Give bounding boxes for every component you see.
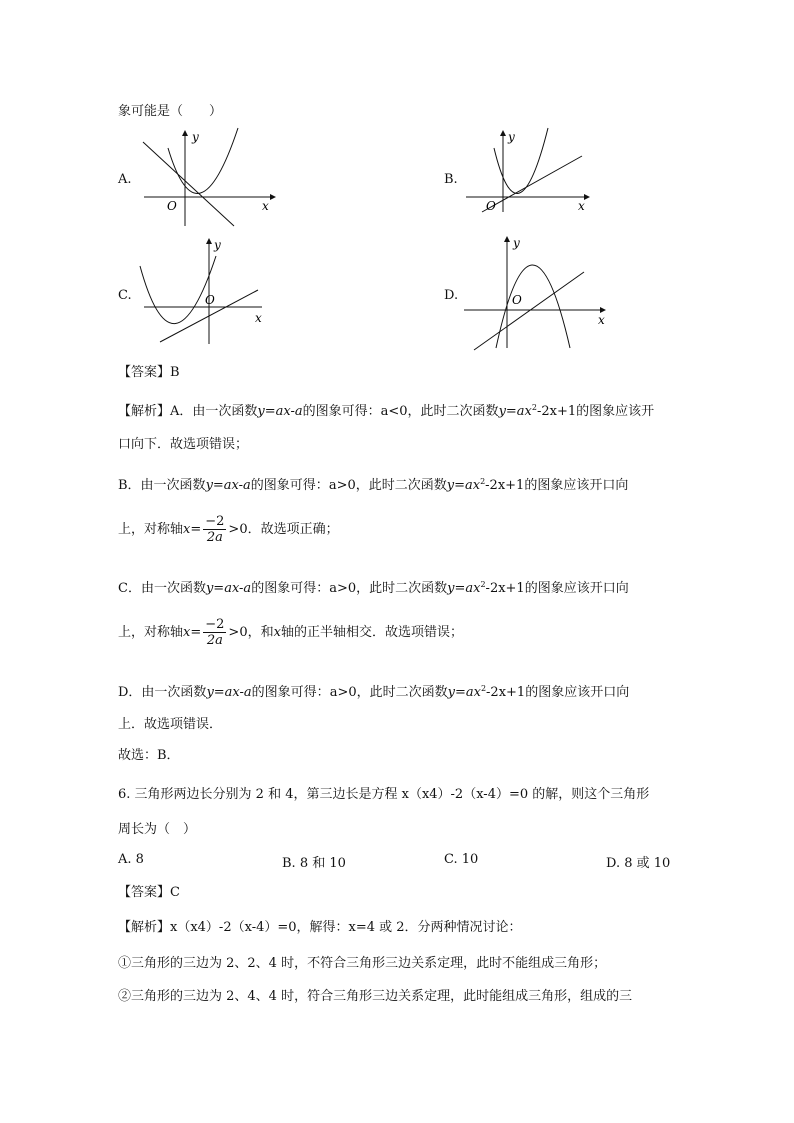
- fraction: $\frac{-2}{2a}$: [205, 514, 225, 545]
- q6-answer: 【答案】C: [118, 885, 180, 900]
- x-axis-arrow: [584, 194, 590, 200]
- option-a-graph: [138, 128, 278, 228]
- parabola-graph: [168, 128, 238, 193]
- q5-answer: 【答案】B: [118, 365, 180, 380]
- q6-stem-line1: 6. 三角形两边长分别为 2 和 4，第三边长是方程 x（x4）-2（x-4）=0 的解，则这个三角形: [118, 787, 650, 802]
- y-axis-label: y: [508, 130, 515, 144]
- q5-analysis-b-line2: 上，对称轴x= $\frac{-2}{2a}$ >0．故选项正确；: [118, 514, 339, 545]
- q6-choice-d: D. 8 或 10: [606, 856, 671, 871]
- y-axis-label: y: [192, 130, 199, 144]
- origin-label: O: [205, 293, 215, 307]
- q6-analysis-line1: 【解析】x（x4）-2（x-4）=0，解得：x=4 或 2．分两种情况讨论：: [118, 920, 522, 935]
- q6-choice-b: B. 8 和 10: [282, 856, 346, 871]
- origin-label: O: [512, 293, 522, 307]
- option-b-label: B.: [444, 172, 458, 187]
- option-a-label: A.: [118, 172, 132, 187]
- x-axis-label: x: [578, 199, 585, 213]
- parabola-graph: [140, 256, 216, 324]
- q5-analysis-b-line1: B．由一次函数y=ax-a的图象可得：a>0，此时二次函数$y=ax^2-2x+1$的图象应该开口向: [118, 477, 629, 493]
- y-axis-arrow: [504, 236, 510, 242]
- option-b-graph: [462, 128, 602, 228]
- y-axis-arrow: [500, 130, 506, 136]
- q5-analysis-d-line1: D．由一次函数y=ax-a的图象可得：a>0，此时二次函数$y=ax^2-2x+1$的图象应该开口向: [118, 684, 630, 700]
- option-d-label: D.: [444, 288, 459, 303]
- q5-analysis-c-line1: C．由一次函数y=ax-a的图象可得：a>0，此时二次函数$y=ax^2-2x+1$的图象应该开口向: [118, 580, 629, 596]
- q5-choose: 故选：B．: [118, 748, 180, 763]
- q5-analysis-a-line1: 【解析】A．由一次函数y=ax-a的图象可得：a<0，此时二次函数$y=ax^2-2x+1$的图象应该开: [118, 403, 655, 419]
- q5-analysis-c-line2: 上，对称轴x= $\frac{-2}{2a}$ >0，和x轴的正半轴相交．故选项错误；: [118, 617, 463, 648]
- linear-graph: [143, 142, 234, 226]
- option-c-label: C.: [118, 288, 132, 303]
- q6-case1: ①三角形的三边为 2、2、4 时，不符合三角形三边关系定理，此时不能组成三角形；: [118, 956, 607, 971]
- q5-analysis-a-line2: 口向下．故选项错误；: [118, 437, 249, 452]
- y-axis-arrow: [206, 238, 212, 244]
- q6-case2: ②三角形的三边为 2、4、4 时，符合三角形三边关系定理，此时能组成三角形，组成的三: [118, 989, 633, 1004]
- y-axis-arrow: [182, 130, 188, 136]
- q6-choice-a: A. 8: [118, 852, 144, 867]
- option-d-graph: [462, 234, 612, 350]
- q5-analysis-d-line2: 上．故选项错误．: [118, 717, 223, 732]
- origin-label: O: [167, 199, 177, 213]
- origin-label: O: [486, 199, 496, 213]
- linear-graph: [482, 156, 582, 212]
- parabola-graph: [494, 128, 548, 193]
- x-axis-label: x: [598, 313, 605, 327]
- x-axis-label: x: [255, 311, 262, 325]
- fraction: $\frac{-2}{2a}$: [205, 617, 225, 648]
- x-axis-label: x: [262, 199, 269, 213]
- q6-choice-c: C. 10: [444, 852, 479, 867]
- question-stem-tail: 象可能是（ ）: [118, 104, 223, 119]
- y-axis-label: y: [214, 238, 221, 252]
- option-c-graph: [138, 236, 278, 346]
- q6-stem-line2: 周长为（ ）: [118, 822, 197, 837]
- x-axis-arrow: [270, 194, 276, 200]
- y-axis-label: y: [513, 236, 520, 250]
